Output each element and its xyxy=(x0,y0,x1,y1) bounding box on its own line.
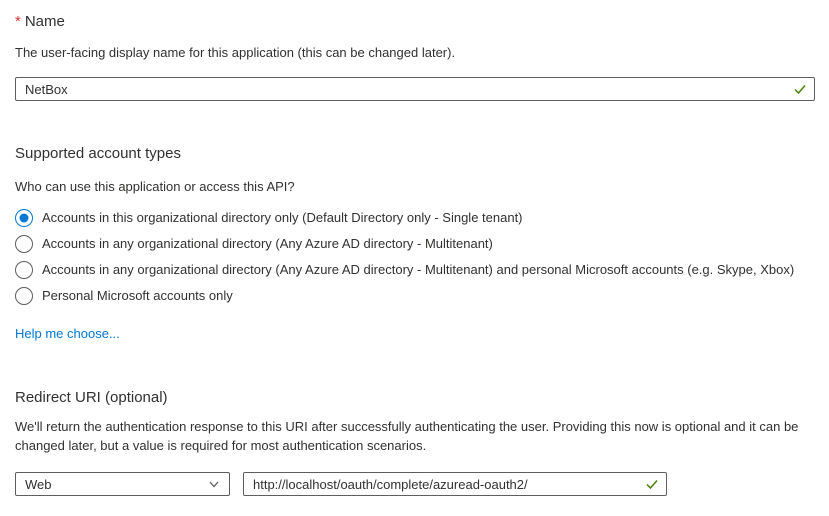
redirect-uri-input[interactable] xyxy=(243,472,667,496)
name-input-wrap xyxy=(15,77,815,101)
platform-select[interactable] xyxy=(15,472,230,496)
radio-option-label: Accounts in this organizational directory only (Default Directory only - Single tenant) xyxy=(42,210,523,225)
radio-option-single-tenant[interactable] xyxy=(15,205,815,231)
radio-option-label: Accounts in any organizational directory (Any Azure AD directory - Multitenant) and personal Microsoft accounts (e.g. Skype, Xbox) xyxy=(42,262,795,277)
redirect-uri-input-wrap xyxy=(243,472,667,496)
radio-option-multitenant[interactable] xyxy=(15,231,815,257)
required-asterisk: * xyxy=(15,13,21,30)
account-types-radio-group xyxy=(15,205,815,309)
radio-option-personal-only[interactable] xyxy=(15,283,815,309)
radio-option-multitenant-personal[interactable] xyxy=(15,257,815,283)
chevron-down-icon xyxy=(208,478,220,490)
radio-option-label: Accounts in any organizational directory (Any Azure AD directory - Multitenant) xyxy=(42,236,493,251)
platform-select-value: Web xyxy=(25,476,52,492)
checkmark-icon xyxy=(793,82,807,96)
redirect-uri-heading: Redirect URI (optional) xyxy=(15,389,168,406)
name-label xyxy=(15,12,815,32)
help-me-choose-link[interactable]: Help me choose... xyxy=(15,326,120,341)
account-types-question: Who can use this application or access this API? xyxy=(15,179,295,194)
name-description: The user-facing display name for this application (this can be changed later). xyxy=(15,45,456,60)
radio-unselected-icon xyxy=(15,261,33,279)
radio-selected-icon xyxy=(15,209,33,227)
name-label-text: Name xyxy=(24,13,65,30)
name-input[interactable] xyxy=(15,77,815,101)
redirect-uri-description: We'll return the authentication response to this URI after successfully authenticating the user. Providing this now is optional and it can be changed later, but a value is required for most authentication scenarios. xyxy=(15,419,799,453)
radio-option-label: Personal Microsoft accounts only xyxy=(42,288,233,303)
radio-unselected-icon xyxy=(15,235,33,253)
supported-account-types-heading: Supported account types xyxy=(15,145,181,162)
checkmark-icon xyxy=(645,477,659,491)
redirect-uri-controls xyxy=(15,472,815,496)
radio-unselected-icon xyxy=(15,287,33,305)
